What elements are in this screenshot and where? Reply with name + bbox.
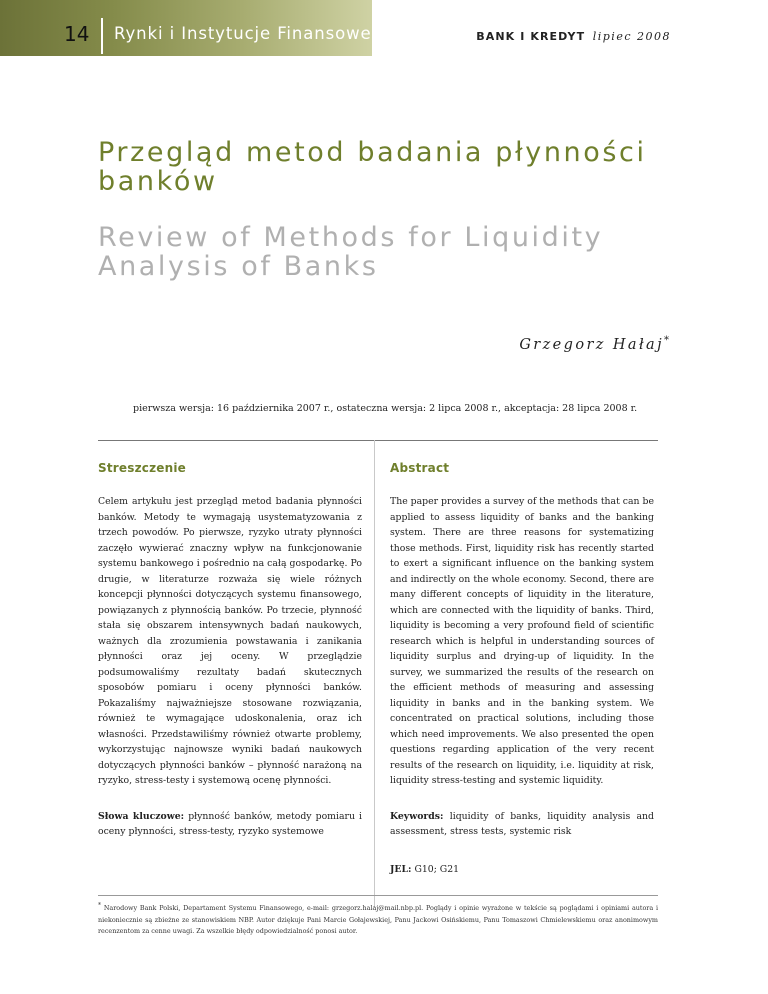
keywords-pl-text: płynność banków, metody pomiaru i oceny płynności, stress-testy, ryzyko systemowe — [98, 810, 362, 837]
streszczenie-column — [98, 461, 362, 840]
jel-label: JEL: — [390, 863, 412, 875]
header-divider — [101, 18, 103, 54]
page-number: 14 — [64, 22, 90, 46]
jel-text: G10; G21 — [414, 863, 460, 875]
title-english: Review of Methods for Liquidity Analysis of Banks — [98, 222, 604, 282]
column-divider — [374, 440, 375, 908]
keywords-en-label: Keywords: — [390, 810, 444, 822]
author-name: Grzegorz Hałaj — [519, 336, 664, 353]
keywords-pl — [98, 809, 362, 840]
journal-name: BANK I KREDYT — [476, 30, 586, 43]
footnote-text: Narodowy Bank Polski, Departament Systemu Finansowego, e-mail: grzegorz.halaj@mail.nbp.pl. Poglądy i opinie wyrażone w tekście są poglądami i opiniami autora i niekoniecznie są zbieżne ze stanowiskiem NBP. Autor dziękuje Pani Marcie Gołajewskiej, Panu Jackowi Osińskiemu, Panu Tomaszowi Chmielewskiemu oraz anonimowym recenzentom za cenne uwagi. Za wszelkie błędy odpowiedzialność ponosi autor. — [98, 904, 658, 936]
journal-issue: lipiec 2008 — [592, 30, 671, 43]
streszczenie-body: Celem artykułu jest przegląd metod badania płynności banków. Metody te wymagają usystematyzowania z trzech powodów. Po pierwsze, ryzyko utraty płynności zaczęło wywierać znaczny wpływ na funkcjonowanie systemu bankowego i pośrednio na całą gospodarkę. Po drugie, w literaturze rozważa się wiele różnych koncepcji płynności dotyczących systemu finansowego, powiązanych z płynnością banków. Po trzecie, płynność stała się obszarem intensywnych badań naukowych, ważnych dla zrozumienia powstawania i zanikania płynności oraz jej oceny. W przeglądzie podsumowaliśmy rezultaty badań skutecznych sposobów pomiaru i oceny płynności banków. Pokazaliśmy najważniejsze stosowane rozwiązania, również te wymagające udoskonalenia, oraz ich własności. Przedstawiliśmy również otwarte problemy, wykorzystując najnowsze wyniki badań naukowych dotyczących płynności banków – płynność narażoną na ryzyko, stress-testy i systemową ocenę płynności. — [98, 496, 362, 786]
version-dates: pierwsza wersja: 16 października 2007 r., ostateczna wersja: 2 lipca 2008 r., akceptacja: 28 lipca 2008 r. — [133, 403, 638, 414]
abstract-column — [390, 461, 654, 877]
keywords-pl-label: Słowa kluczowe: — [98, 810, 185, 822]
journal-info — [476, 30, 671, 43]
abstract-body: The paper provides a survey of the methods that can be applied to assess liquidity of banks and the banking system. There are three reasons for systematizing those methods. First, liquidity risk has recently started to exert a significant influence on the banking system and indirectly on the whole economy. Second, there are many different concepts of liquidity in the literature, which are connected with the liquidity of banks. Third, liquidity is becoming a very profound field of scientific research which is helpful in understanding sources of liquidity surplus and drying-up of liquidity. In the survey, we summarized the results of the research on the efficient methods of measuring and assessing liquidity in banks and in the banking system. We concentrated on practical solutions, including those which need improvements. We also presented the open questions regarding application of the very recent results of the research on liquidity, i.e. liquidity at risk, liquidity stress-testing and systemic liquidity. — [390, 496, 654, 786]
abstract-heading: Abstract — [390, 461, 450, 475]
footnote-rule — [98, 895, 658, 896]
author-footnote-mark: * — [664, 335, 669, 346]
title-polish: Przegląd metod badania płynności banków — [98, 137, 647, 197]
keywords-en-text: liquidity of banks, liquidity analysis and assessment, stress tests, systemic risk — [390, 810, 654, 837]
top-rule — [98, 440, 658, 441]
footnote-mark: * — [98, 902, 101, 909]
keywords-en — [390, 809, 654, 840]
streszczenie-heading: Streszczenie — [98, 461, 186, 475]
author — [519, 335, 669, 353]
footnote — [98, 900, 658, 938]
jel-codes — [390, 862, 654, 878]
section-name: Rynki i Instytucje Finansowe — [114, 24, 372, 43]
